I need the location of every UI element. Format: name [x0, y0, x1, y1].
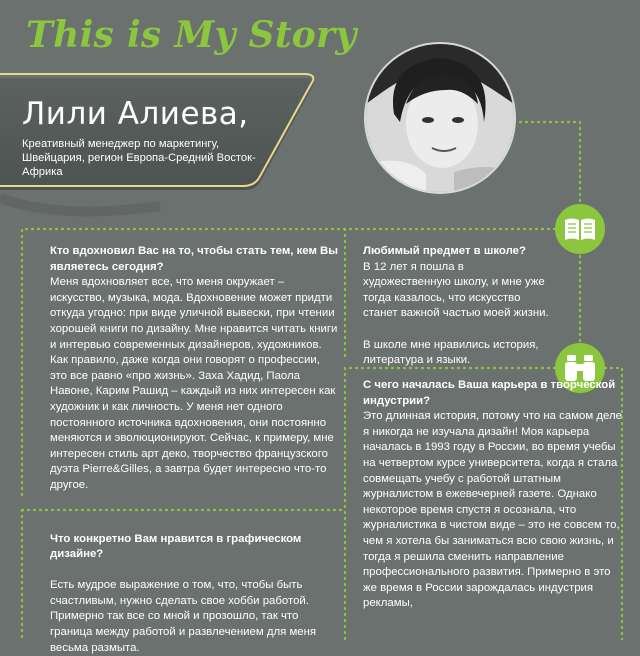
- book-icon: [555, 204, 605, 254]
- answer-inspiration: Меня вдохновляет все, что меня окружает – искусство, музыка, мода. Вдохновение может придти откуда угодно: при виде уличной вывески, при чтении хорошей книги по дизайну. Мне нравится читать книги и интервью современных дизайнеров, художников. Как правило, даже когда они говорят о профессии, это все равно «про жизнь». Заха Хадид, Паола Навоне, Карим Рашид – каждый из них интересен как художник и как личность. У меня нет одного постоянного источника вдохновения, они постоянно меняются и эволюционируют. Сейчас, к примеру, мне интересен стиль арт деко, творчество французского дуэта Pierre&Gilles, а завтра будет интересно что-то другое.: [50, 276, 338, 491]
- portrait-photo: [364, 42, 516, 194]
- answer-favorite-subject-2: В школе мне нравились история, литература и языки.: [363, 338, 539, 367]
- question-graphic-design: Что конкретно Вам нравится в графическом дизайне?: [50, 532, 302, 561]
- answer-favorite-subject: В 12 лет я пошла в художественную школу, и мне уже тогда казалось, что искусство станет важной частью моей жизни.: [363, 260, 549, 320]
- right-column-bottom: [363, 378, 625, 612]
- answer-graphic-design: Есть мудрое выражение о том, что, чтобы быть счастливым, нужно сделать свое хобби работой. Примерно так все со мной и прозошло, так что граница между работой и развлечением для меня весьма размыта.: [50, 579, 317, 654]
- right-column-top: [363, 244, 551, 369]
- left-column: [50, 244, 340, 656]
- page-title: This is My Story: [26, 14, 357, 56]
- person-role: Креативный менеджер по маркетингу, Швейцария, регион Европа-Средний Восток-Африка: [22, 138, 256, 178]
- question-inspiration: Кто вдохновил Вас на то, чтобы стать тем, кем Вы являетесь сегодня?: [50, 245, 339, 273]
- question-favorite-subject: Любимый предмет в школе?: [363, 245, 526, 257]
- answer-career-start: Это длинная история, потому что на самом деле я никогда не изучала дизайн! Моя карьера началась в 1993 году в России, во время учебы на четвертом курсе университета, когда я стала совмещать учебу с работой штатным журналистом в ежевечерней газете. Однако некоторое время спустя я осознала, что журналистика в чистом виде – это не совсем то, чем я хотела бы заниматься всю свою жизнь, и тогда я решила сменить направление профессионального развития. Примерно в это же время в России зарождалась индустрия рекламы,: [363, 410, 622, 610]
- person-name: Лили Алиева,: [22, 96, 249, 132]
- question-career-start: С чего началась Ваша карьера в творческой индустрии?: [363, 379, 616, 407]
